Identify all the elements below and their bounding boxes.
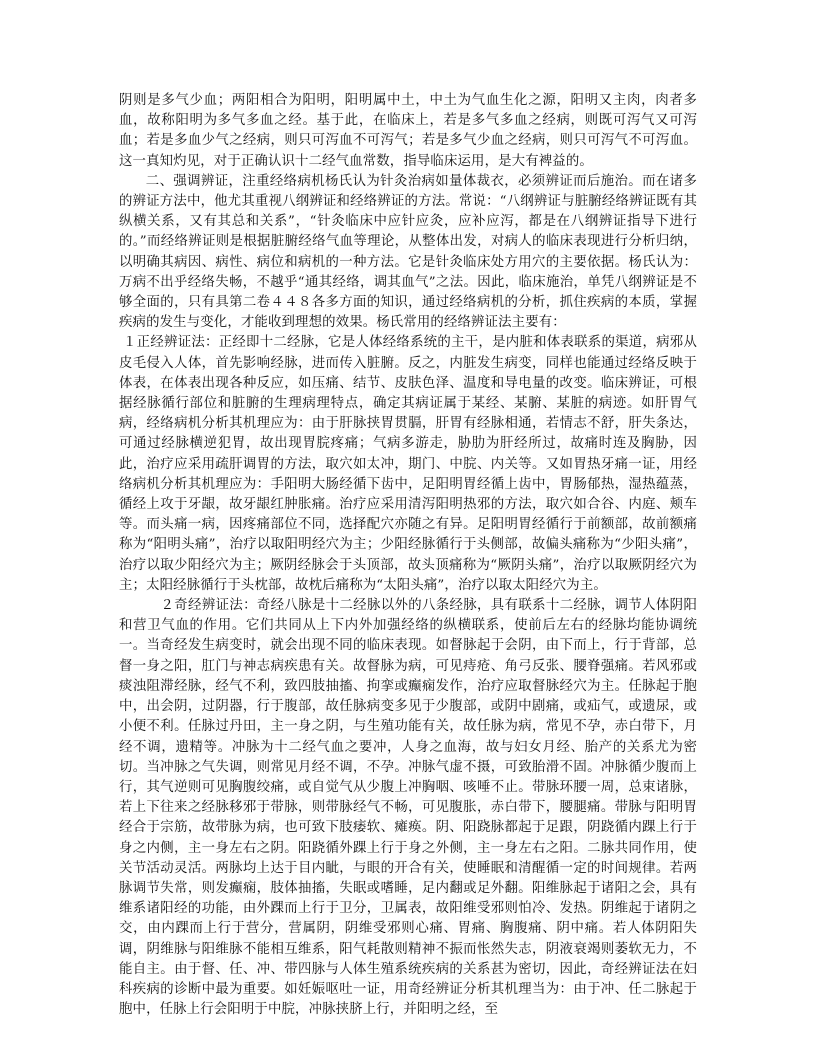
paragraph-qi-blood: 阴则是多气少血；两阳相合为阳明，阳明属中土，中土为气血生化之源，阳明又主肉，肉者多血，故称阳明为多气多血之经。基于此，在临床上，若是多气多血之经病，则既可泻气又可泻血；若是多血少气之经病，则只可泻血不可泻气；若是多气少血之经病，则只可泻气不可泻血。这一真知灼见，对于正确认识十二经气血常数，指导临床运用，是大有裨益的。 bbox=[119, 93, 697, 169]
document-page bbox=[119, 91, 697, 1020]
paragraph-syndrome-differentiation: 二、强调辨证，注重经络病机杨氏认为针灸治病如量体裁衣，必须辨证而后施治。而在诸多的辨证方法中，他尤其重视八纲辨证和经络辨证的方法。常说：“八纲辨证与脏腑经络辨证既有其纵横关系，又有其总和关系”，“针灸临床中应针应灸，应补应泻，都是在八纲辨证指导下进行的。”而经络辨证则是根据脏腑经络气血等理论，从整体出发，对病人的临床表现进行分析归纳，以明确其病因、病性、病位和病机的一种方法。它是针灸临床处方用穴的主要依据。杨氏认为：万病不出乎经络失畅，不越乎“通其经络，调其血气”之法。因此，临床施治，单凭八纲辨证是不够全面的，只有具第二卷４４８各多方面的知识，通过经络病机的分析，抓住疾病的本质，掌握疾病的发生与变化，才能收到理想的效果。杨氏常用的经络辨证法主要有： bbox=[119, 173, 697, 331]
paragraph-regular-meridian-method: １正经辨证法：正经即十二经脉，它是人体经络系统的主干，是内脏和体表联系的渠道，病邪从皮毛侵入人体，首先影响经脉，进而传入脏腑。反之，内脏发生病变，同样也能通过经络反映于体表，在体表出现各种反应，如压痛、结节、皮肤色泽、温度和导电量的改变。临床辨证，可根据经脉循行部位和脏腑的生理病理特点，确定其病证属于某经、某腑、某脏的病迹。如肝胃气病，经络病机分析其机理应为：由于肝脉挟胃贯膈，肝胃有经脉相通，若情志不舒，肝失条达，可通过经脉横逆犯胃，故出现胃脘疼痛；气病多游走，胁肋为肝经所过，故痛时连及胸胁，因此，治疗应采用疏肝调胃的方法，取穴如太冲，期门、中脘、内关等。又如胃热牙痛一证，用经络病机分析其机理应为：手阳明大肠经循下齿中，足阳明胃经循上齿中，胃肠郁热，湿热蕴蒸，循经上攻于牙龈，故牙龈红肿胀痛。治疗应采用清泻阳明热邪的方法，取穴如合谷、内庭、颊车等。而头痛一病，因疼痛部位不同，选择配穴亦随之有异。足阳明胃经循行于前额部，故前额痛称为“阳明头痛”，治疗以取阳明经穴为主；少阳经脉循行于头侧部，故偏头痛称为“少阳头痛”，治疗以取少阳经穴为主；厥阴经脉会于头顶部，故头顶痛称为“厥阴头痛”，治疗以取厥阴经穴为主；太阳经脉循行于头枕部，故枕后痛称为“太阳头痛”，治疗以取太阳经穴为主。 bbox=[119, 335, 697, 593]
paragraph-extra-meridian-method: ２奇经辨证法：奇经八脉是十二经脉以外的八条经脉，具有联系十二经脉，调节人体阴阳和营卫气血的作用。它们共同从上下内外加强经络的纵横联系，使前后左右的经脉均能协调统一。当奇经发生病变时，就会出现不同的临床表现。如督脉起于会阴，由下而上，行于背部，总督一身之阳，肛门与神志病疾患有关。故督脉为病，可见痔疮、角弓反张、腰脊强痛。若风邪或痰浊阻滞经脉，经气不利，致四肢抽搐、拘挛或癫痫发作，治疗应取督脉经穴为主。任脉起于胞中，出会阴，过阴器，行于腹部，故任脉病变多见于少腹部，或阴中剧痛，或疝气，或遗尿，或小便不利。任脉过丹田，主一身之阴，与生殖功能有关，故任脉为病，常见不孕，赤白带下，月经不调，遗精等。冲脉为十二经气血之要冲，人身之血海，故与妇女月经、胎产的关系尤为密切。当冲脉之气失调，则常见月经不调，不孕。冲脉气虚不摄，可致胎滑不固。冲脉循少腹而上行，其气逆则可见胸腹绞痛，或自觉气从少腹上冲胸咽、咳唾不止。带脉环腰一周，总束诸脉，若上下往来之经脉移邪于带脉，则带脉经气不畅，可见腹胀，赤白带下，腰腿痛。带脉与阳明胃经合于宗筋，故带脉为病，也可致下肢痿软、瘫痪。阴、阳跷脉都起于足跟，阴跷循内踝上行于身之内侧，主一身左右之阴。阳跷循外踝上行于身之外侧，主一身左右之阳。二脉共同作用，使关节活动灵活。两脉均上达于目内眦，与眼的开合有关，使睡眠和清醒循一定的时间规律。若两脉调节失常，则发癫痫，肢体抽搐，失眠或嗜睡，足内翻或足外翻。阳维脉起于诸阳之会，具有维系诸阳经的功能，由外踝而上行于卫分，卫属表，故阳维受邪则怕冷、发热。阴维起于诸阴之交，由内踝而上行于营分，营属阴，阴维受邪则心痛、胃痛、胸腹痛、阴中痛。若人体阴阳失调，阴维脉与阳维脉不能相互维系，阳气耗散则精神不振而怅然失志，阴液衰竭则萎软无力，不能自主。由于督、任、冲、带四脉与人体生殖系统疾病的关系甚为密切，因此，奇经辨证法在妇科疾病的诊断中最为重要。如妊娠呕吐一证，用奇经辨证分析其机理当为：由于冲、任二脉起于胞中，任脉上行会阳明于中脘，冲脉挟脐上行，并阳明之经，至 bbox=[119, 598, 697, 1018]
